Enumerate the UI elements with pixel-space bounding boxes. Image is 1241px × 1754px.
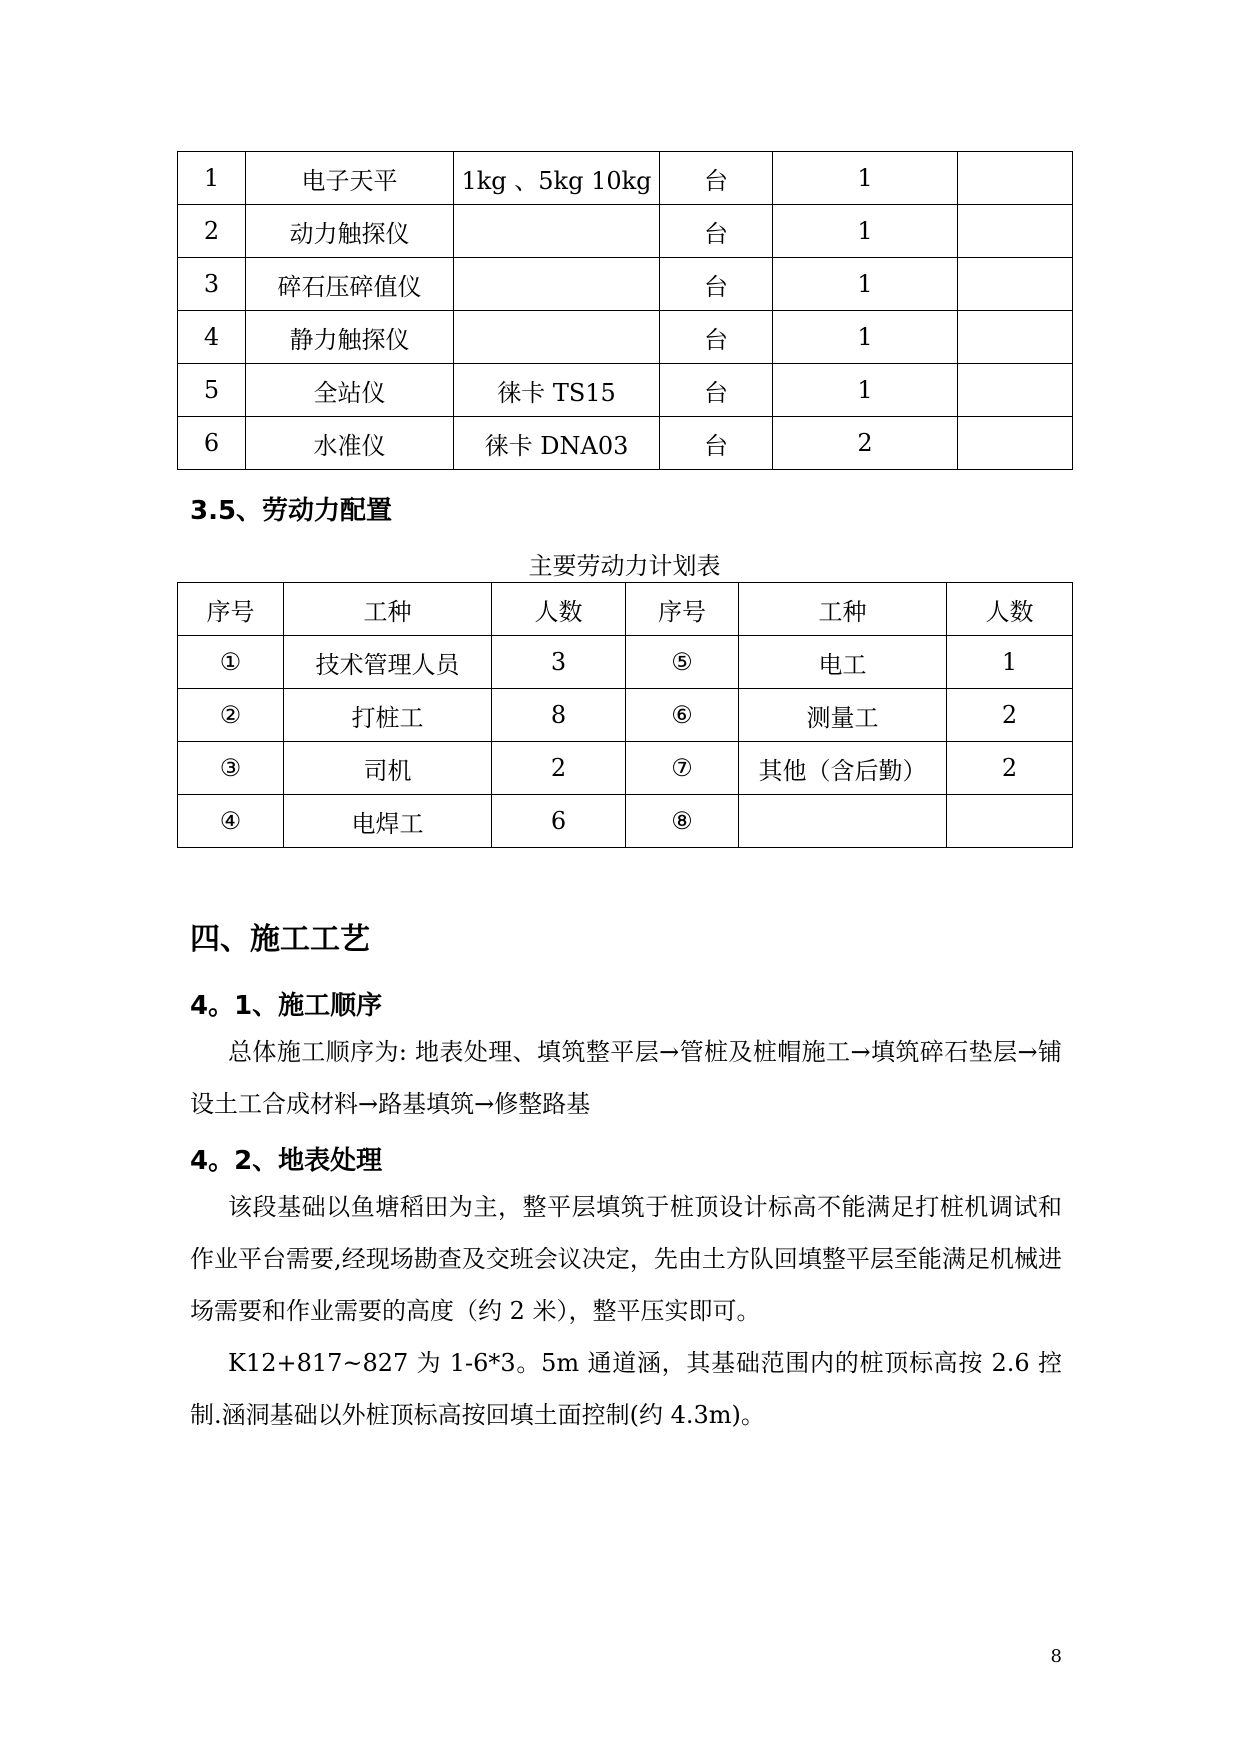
- table-row: [178, 258, 1073, 311]
- table-cell: 碎石压碎值仪: [246, 258, 454, 311]
- table-row: [178, 417, 1073, 470]
- table-cell: 1kg 、5kg 10kg: [454, 152, 660, 205]
- table-cell: 3: [178, 258, 246, 311]
- table-cell: 6: [492, 795, 626, 848]
- table-cell: ⑧: [626, 795, 739, 848]
- table-cell: 1: [773, 311, 958, 364]
- table-header-cell: 序号: [178, 583, 284, 636]
- table-cell: 静力触探仪: [246, 311, 454, 364]
- table-cell: [454, 205, 660, 258]
- table-cell: [958, 417, 1073, 470]
- table-cell: [454, 258, 660, 311]
- table-header-cell: 序号: [626, 583, 739, 636]
- table-cell: 2: [947, 742, 1073, 795]
- table-cell: 动力触探仪: [246, 205, 454, 258]
- table-cell: 5: [178, 364, 246, 417]
- table-cell: 1: [773, 205, 958, 258]
- table-cell: 水准仪: [246, 417, 454, 470]
- table-header-cell: 人数: [492, 583, 626, 636]
- section-4-2-heading: 4。2、地表处理: [190, 1146, 383, 1176]
- section-3-5-heading: 3.5、劳动力配置: [190, 496, 393, 526]
- table-cell: 台: [660, 364, 773, 417]
- table-cell: 8: [492, 689, 626, 742]
- table-header-cell: 工种: [739, 583, 947, 636]
- table-row: [178, 205, 1073, 258]
- table-cell: [739, 795, 947, 848]
- table-cell: 徕卡 DNA03: [454, 417, 660, 470]
- table-cell: ①: [178, 636, 284, 689]
- table-header-cell: 工种: [284, 583, 492, 636]
- table-cell: 2: [178, 205, 246, 258]
- table-cell: 6: [178, 417, 246, 470]
- table-cell: ③: [178, 742, 284, 795]
- table-cell: [958, 311, 1073, 364]
- table-cell: 1: [773, 152, 958, 205]
- table-cell: 司机: [284, 742, 492, 795]
- table-cell: [958, 364, 1073, 417]
- table-cell: 2: [492, 742, 626, 795]
- table-cell: [958, 152, 1073, 205]
- table-row: [178, 364, 1073, 417]
- table-cell: 1: [947, 636, 1073, 689]
- table-cell: 1: [178, 152, 246, 205]
- table-cell: 台: [660, 311, 773, 364]
- table-cell: 2: [947, 689, 1073, 742]
- table-cell: 台: [660, 417, 773, 470]
- table-cell: ⑤: [626, 636, 739, 689]
- table-cell: 2: [773, 417, 958, 470]
- table-cell: [947, 795, 1073, 848]
- table-header-cell: 人数: [947, 583, 1073, 636]
- table-row: [178, 152, 1073, 205]
- section-4-1-heading: 4。1、施工顺序: [190, 991, 383, 1021]
- table-cell: 台: [660, 258, 773, 311]
- table-row: [178, 689, 1073, 742]
- table-row: [178, 795, 1073, 848]
- table-cell: ②: [178, 689, 284, 742]
- table-cell: ⑦: [626, 742, 739, 795]
- labor-table: [177, 582, 1073, 848]
- table-cell: ⑥: [626, 689, 739, 742]
- table-cell: 1: [773, 258, 958, 311]
- table-cell: 台: [660, 205, 773, 258]
- table-cell: 电子天平: [246, 152, 454, 205]
- table-row: [178, 636, 1073, 689]
- table-cell: 测量工: [739, 689, 947, 742]
- table-row: [178, 311, 1073, 364]
- table-cell: 1: [773, 364, 958, 417]
- labor-table-caption: 主要劳动力计划表: [528, 552, 721, 580]
- table-row: [178, 742, 1073, 795]
- page-number: 8: [1050, 1646, 1062, 1667]
- section-4-1-paragraph: 总体施工顺序为: 地表处理、填筑整平层→管桩及桩帽施工→填筑碎石垫层→铺设土工合成材料→路基填筑→修整路基: [190, 1038, 1062, 1118]
- table-cell: [958, 205, 1073, 258]
- table-cell: 技术管理人员: [284, 636, 492, 689]
- table-cell: 电焊工: [284, 795, 492, 848]
- equipment-table: [177, 151, 1073, 470]
- section-4-2-paragraph-2: K12+817~827 为 1-6*3。5m 通道涵，其基础范围内的桩顶标高按 2.6 控制.涵洞基础以外桩顶标高按回填土面控制(约 4.3m)。: [190, 1349, 1062, 1429]
- table-cell: 3: [492, 636, 626, 689]
- table-cell: 电工: [739, 636, 947, 689]
- table-cell: ④: [178, 795, 284, 848]
- table-cell: 徕卡 TS15: [454, 364, 660, 417]
- section-4-heading: 四、施工工艺: [190, 922, 370, 957]
- table-cell: [454, 311, 660, 364]
- section-4-2-paragraph-1: 该段基础以鱼塘稻田为主，整平层填筑于桩顶设计标高不能满足打桩机调试和作业平台需要,经现场勘查及交班会议决定，先由土方队回填整平层至能满足机械进场需要和作业需要的高度（约 2 米），整平压实即可。: [190, 1193, 1062, 1325]
- table-cell: [958, 258, 1073, 311]
- table-cell: 4: [178, 311, 246, 364]
- table-cell: 其他（含后勤）: [739, 742, 947, 795]
- table-cell: 打桩工: [284, 689, 492, 742]
- table-cell: 全站仪: [246, 364, 454, 417]
- table-cell: 台: [660, 152, 773, 205]
- table-header-row: [178, 583, 1073, 636]
